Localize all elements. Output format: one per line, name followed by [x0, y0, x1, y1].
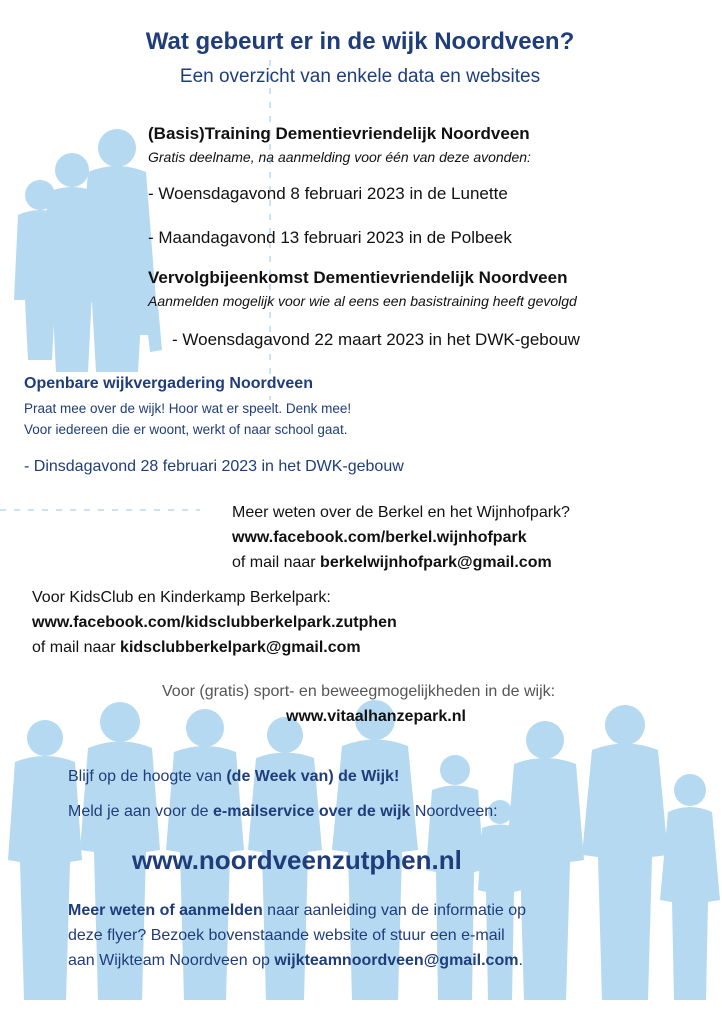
sport-website-link[interactable]: www.vitaalhanzepark.nl: [286, 708, 466, 725]
family-silhouette-top: [14, 129, 162, 372]
meeting-heading: Openbare wijkvergadering Noordveen: [24, 375, 313, 392]
kidsclub-intro: Voor KidsClub en Kinderkamp Berkelpark:: [32, 589, 331, 606]
training-date-1: - Woensdagavond 8 februari 2023 in de Lunette: [148, 184, 508, 203]
berkel-mail-prefix: of mail naar: [232, 554, 321, 571]
kidsclub-facebook-link[interactable]: www.facebook.com/kidsclubberkelpark.zutphen: [32, 614, 397, 631]
berkel-mail-line: [232, 554, 552, 572]
footer-line-2: deze flyer? Bezoek bovenstaande website of stuur een e-mail: [68, 927, 505, 944]
berkel-email-link[interactable]: berkelwijnhofpark@gmail.com: [320, 554, 552, 571]
footer-line-1: [68, 902, 526, 920]
footer-text-1: naar aanleiding van de informatie op: [262, 902, 527, 919]
training-intro: Gratis deelname, na aanmelding voor één van deze avonden:: [148, 149, 531, 165]
newsletter-line-1-bold: (de Week van) de Wijk!: [226, 768, 400, 785]
newsletter-line-2: [68, 803, 498, 821]
footer-line-3: [68, 952, 523, 970]
page-title: Wat gebeurt er in de wijk Noordveen?: [145, 28, 575, 55]
berkel-facebook-link[interactable]: www.facebook.com/berkel.wijnhofpark: [232, 529, 527, 546]
meeting-date: - Dinsdagavond 28 februari 2023 in het DWK-gebouw: [24, 458, 404, 475]
newsletter-line-2-bold: e-mailservice over de wijk: [212, 803, 411, 820]
kidsclub-email-link[interactable]: kidsclubberkelpark@gmail.com: [120, 639, 361, 656]
meeting-line-1: Praat mee over de wijk! Hoor wat er speelt. Denk mee!: [24, 401, 352, 416]
page-subtitle: Een overzicht van enkele data en websites: [179, 66, 541, 87]
footer-line-3-prefix: aan Wijkteam Noordveen op: [68, 952, 275, 969]
kidsclub-mail-prefix: of mail naar: [32, 639, 121, 656]
meeting-line-2: Voor iedereen die er woont, werkt of naar school gaat.: [24, 422, 348, 437]
footer-email-link[interactable]: wijkteamnoordveen@gmail.com: [274, 952, 519, 969]
followup-heading: Vervolgbijeenkomst Dementievriendelijk Noordveen: [148, 268, 568, 287]
training-date-2: - Maandagavond 13 februari 2023 in de Polbeek: [148, 228, 512, 247]
newsletter-line-1: [68, 768, 399, 786]
training-heading: (Basis)Training Dementievriendelijk Noordveen: [148, 124, 530, 143]
newsletter-line-2-suffix: Noordveen:: [410, 803, 498, 820]
footer-bold-start: Meer weten of aanmelden: [68, 902, 263, 919]
kidsclub-mail-line: [32, 639, 361, 657]
footer-line-3-suffix: .: [518, 952, 523, 969]
followup-intro: Aanmelden mogelijk voor wie al eens een basistraining heeft gevolgd: [148, 293, 577, 309]
newsletter-line-2-prefix: Meld je aan voor de: [68, 803, 213, 820]
berkel-question: Meer weten over de Berkel en het Wijnhofpark?: [232, 504, 570, 521]
newsletter-line-1-prefix: Blijf op de hoogte van: [68, 768, 227, 785]
sport-intro: Voor (gratis) sport- en beweegmogelijkheden in de wijk:: [162, 683, 556, 700]
main-website-link[interactable]: www.noordveenzutphen.nl: [132, 845, 462, 875]
followup-date: - Woensdagavond 22 maart 2023 in het DWK-gebouw: [172, 330, 580, 349]
